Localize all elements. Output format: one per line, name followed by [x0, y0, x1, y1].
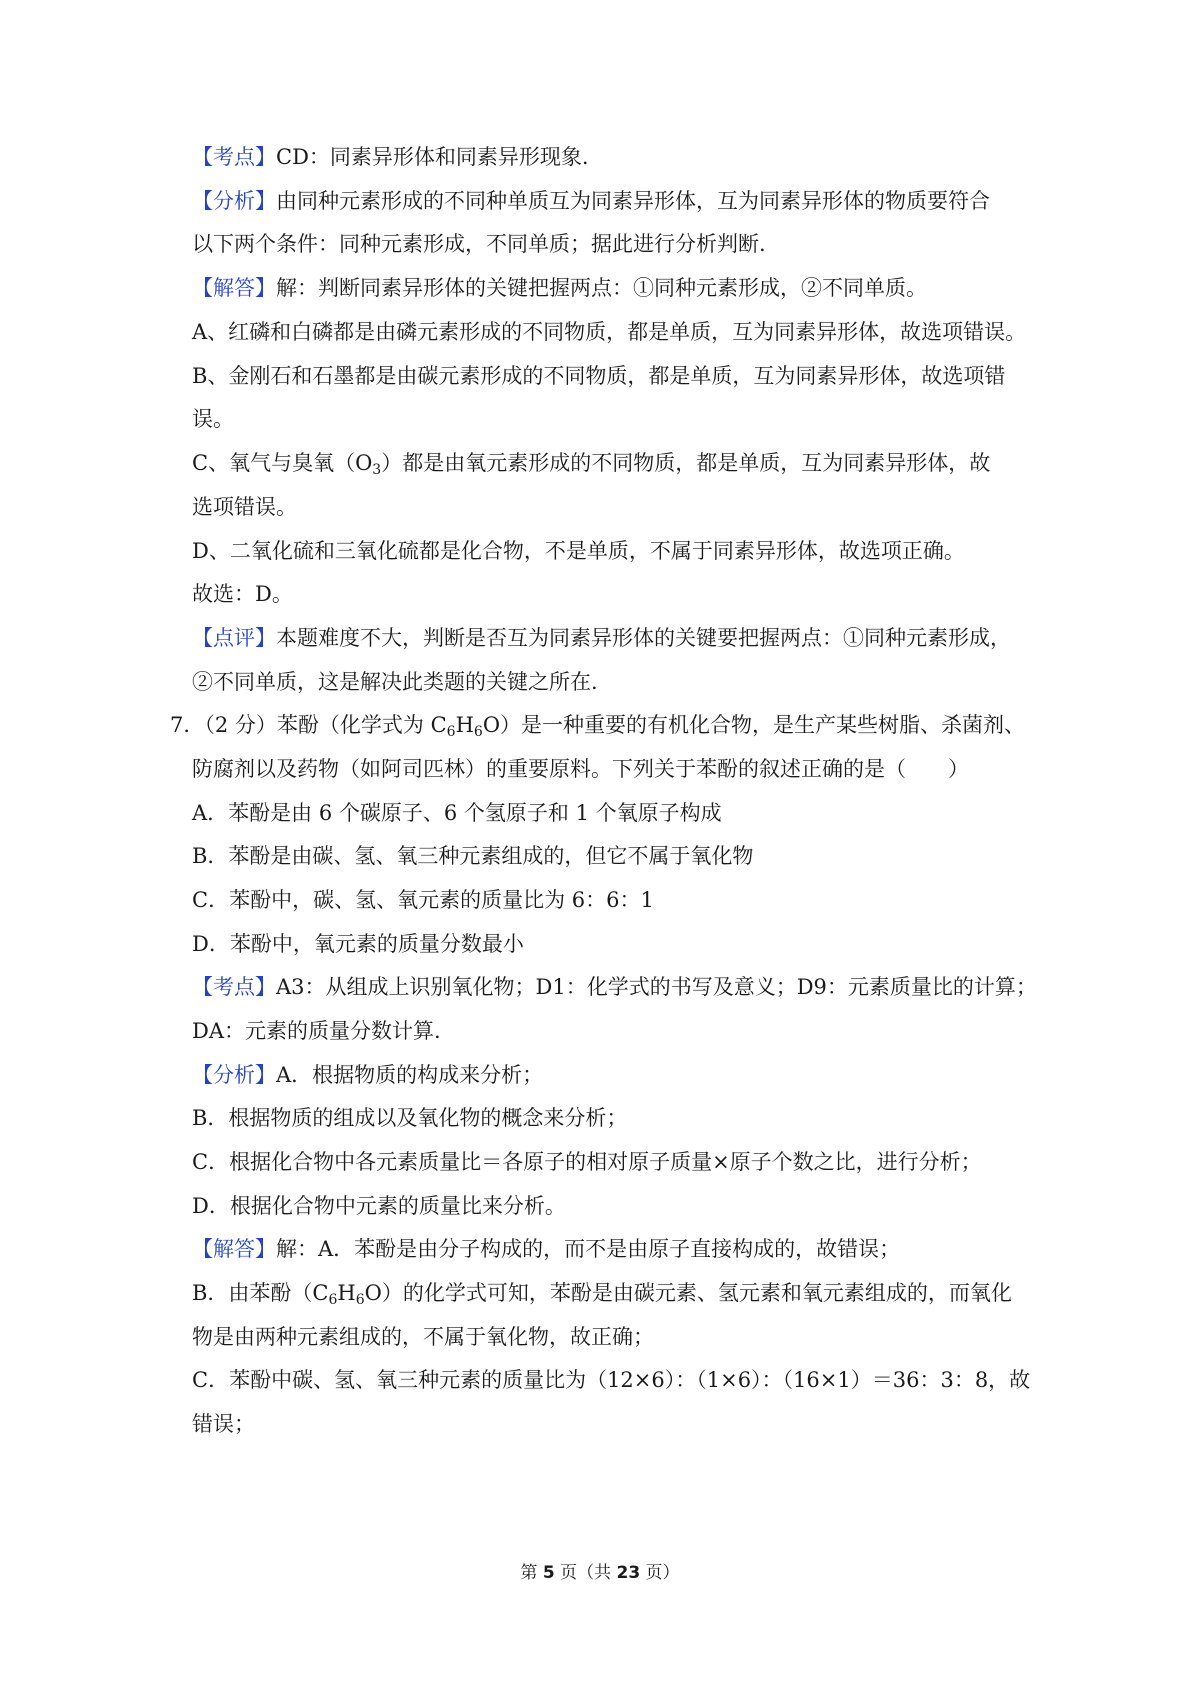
- q7-kaodian: 【考点】A3：从组成上识别氧化物；D1：化学式的书写及意义；D9：元素质量比的计算；: [192, 975, 1037, 999]
- q6-option-b-analysis-line2: 误。: [192, 407, 234, 431]
- q7-jieda-c: C．苯酚中碳、氢、氧三种元素的质量比为（12×6）：（1×6）：（16×1）＝36：3：8，故: [192, 1368, 1031, 1392]
- tag-fenxi: 【分析】: [192, 189, 276, 213]
- q6-option-a-analysis: A、红磷和白磷都是由磷元素形成的不同物质，都是单质，互为同素异形体，故选项错误。: [192, 320, 1027, 344]
- q7-jieda-c-line2: 错误；: [192, 1412, 255, 1436]
- tag-fenxi: 【分析】: [192, 1063, 276, 1087]
- q7-fenxi: 【分析】A．根据物质的构成来分析；: [192, 1063, 544, 1087]
- tag-jieda: 【解答】: [192, 276, 276, 300]
- q6-kaodian: 【考点】CD：同素异形体和同素异形现象.: [192, 145, 589, 169]
- q6-dianping: 【点评】本题难度不大，判断是否互为同素异形体的关键要把握两点：①同种元素形成，: [192, 626, 1011, 650]
- q7-jieda-b: B．由苯酚$(C_6H_6O)$的化学式可知，苯酚是由碳元素、氢元素和氧元素组成的，而氧化: [192, 1281, 1012, 1308]
- tag-jieda: 【解答】: [192, 1237, 276, 1261]
- tag-kaodian: 【考点】: [192, 145, 276, 169]
- q7-fenxi-b: B．根据物质的组成以及氧化物的概念来分析；: [192, 1106, 628, 1130]
- tag-kaodian: 【考点】: [192, 975, 276, 999]
- q7-kaodian-line2: DA：元素的质量分数计算.: [192, 1019, 441, 1043]
- q6-answer: 故选：D。: [192, 582, 293, 606]
- q7-jieda-b-line2: 物是由两种元素组成的，不属于氧化物，故正确；: [192, 1325, 654, 1349]
- q6-fenxi: 【分析】由同种元素形成的不同种单质互为同素异形体，互为同素异形体的物质要符合: [192, 189, 990, 213]
- q7-jieda: 【解答】解：A．苯酚是由分子构成的，而不是由原子直接构成的，故错误；: [192, 1237, 901, 1261]
- q7-stem-line2: 防腐剂以及药物（如阿司匹林）的重要原料。下列关于苯酚的叙述正确的是（ ）: [192, 757, 969, 781]
- q7-fenxi-c: C．根据化合物中各元素质量比＝各原子的相对原子质量×原子个数之比，进行分析；: [192, 1150, 982, 1174]
- q6-option-c-analysis-line2: 选项错误。: [192, 495, 297, 519]
- q6-fenxi-line2: 以下两个条件：同种元素形成，不同单质；据此进行分析判断.: [192, 232, 766, 256]
- page-total: 23: [616, 1563, 641, 1583]
- page-number: 5: [542, 1563, 555, 1583]
- q7-fenxi-d: D．根据化合物中元素的质量比来分析。: [192, 1194, 566, 1218]
- page-footer: 第 5 页（共 23 页）: [520, 1563, 680, 1583]
- q6-jieda: 【解答】解：判断同素异形体的关键把握两点：①同种元素形成，②不同单质。: [192, 276, 927, 300]
- q6-option-b-analysis: B、金刚石和石墨都是由碳元素形成的不同物质，都是单质，互为同素异形体，故选项错: [192, 364, 1006, 388]
- q7-option-a: A．苯酚是由 6 个碳原子、6 个氢原子和 1 个氧原子构成: [192, 801, 722, 825]
- q6-option-d-analysis: D、二氧化硫和三氧化硫都是化合物，不是单质，不属于同素异形体，故选项正确。: [192, 539, 965, 563]
- tag-dianping: 【点评】: [192, 626, 276, 650]
- q7-option-b: B．苯酚是由碳、氢、氧三种元素组成的，但它不属于氧化物: [192, 844, 754, 868]
- q7-option-d: D．苯酚中，氧元素的质量分数最小: [192, 932, 524, 956]
- q6-dianping-line2: ②不同单质，这是解决此类题的关键之所在.: [192, 670, 598, 694]
- q7-stem: 7．（2 分）苯酚（化学式为 $C_6H_6O$）是一种重要的有机化合物，是生产某些树脂、杀菌剂、: [170, 713, 1026, 740]
- q7-option-c: C．苯酚中，碳、氢、氧元素的质量比为 6：6：1: [192, 888, 654, 912]
- q6-option-c-analysis: C、氧气与臭氧$(O_3)$都是由氧元素形成的不同物质，都是单质，互为同素异形体，故: [192, 451, 991, 478]
